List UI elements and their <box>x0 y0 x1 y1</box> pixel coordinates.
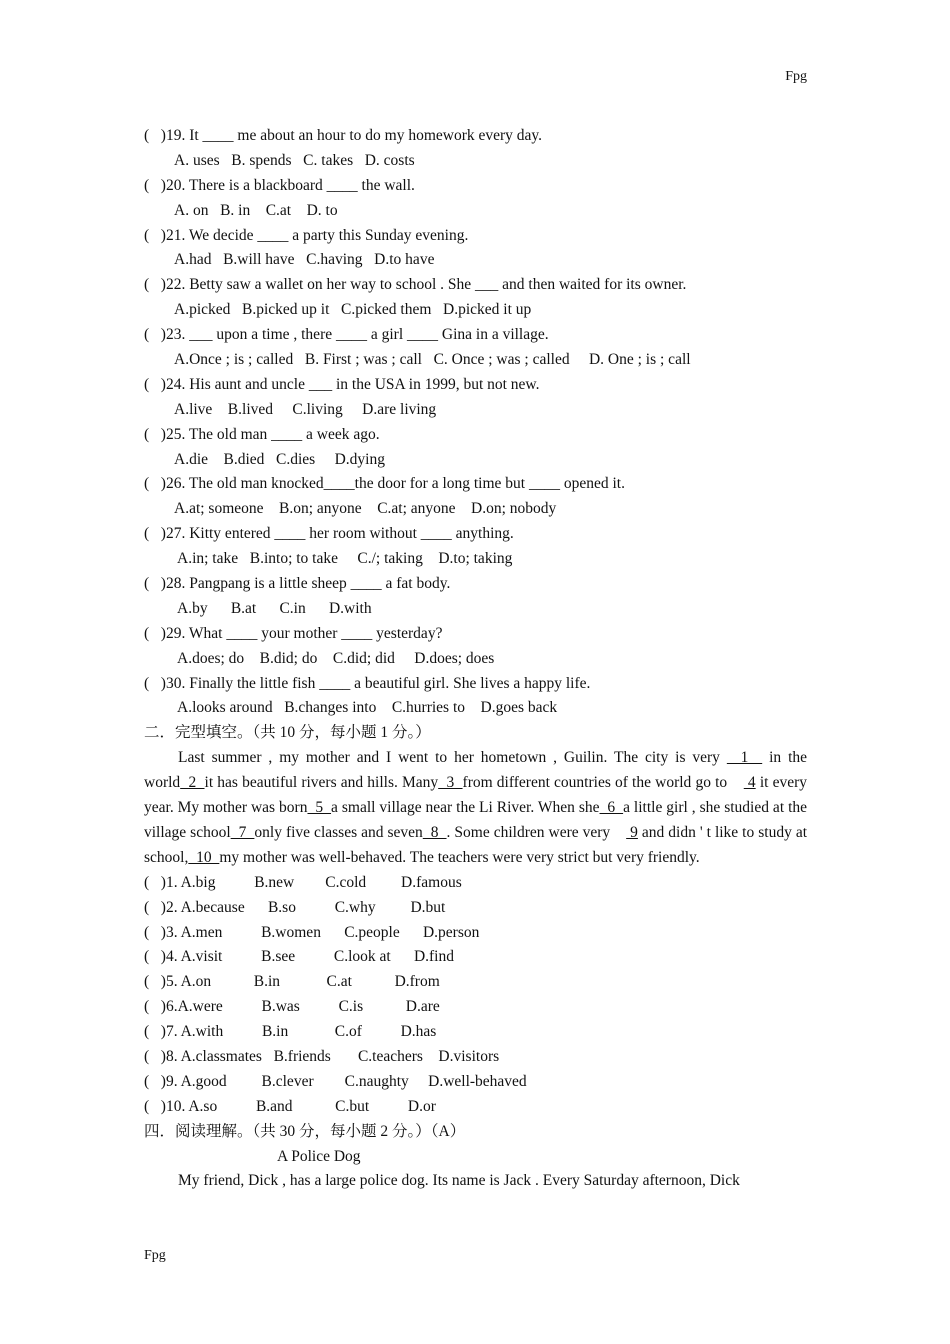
question-line: ( )19. It ____ me about an hour to do my homework every day. <box>144 127 543 144</box>
cloze-option-line: ( )5. A.on B.in C.at D.from <box>144 973 440 991</box>
question-line: A.by B.at C.in D.with <box>177 599 372 617</box>
question-line: ( )27. Kitty entered ____ her room without ____ anything. <box>144 525 514 543</box>
cloze-option-line: ( )1. A.big B.new C.cold D.famous <box>144 873 462 891</box>
cloze-option-line: ( )3. A.men B.women C.people D.person <box>144 923 480 941</box>
question-line: A.picked B.picked up it C.picked them D.picked it up <box>174 301 532 319</box>
question-line: A.looks around B.changes into C.hurries to D.goes back <box>177 699 558 717</box>
question-line: A.Once ; is ; called B. First ; was ; call C. Once ; was ; called D. One ; is ; call <box>174 351 691 369</box>
question-line: ( )28. Pangpang is a little sheep ____ a fat body. <box>144 575 451 593</box>
question-line: ( )30. Finally the little fish ____ a beautiful girl. She lives a happy life. <box>144 674 591 692</box>
section-four-heading: 四．阅读理解。（共 30 分，每小题 2 分。）（A） <box>144 1122 466 1140</box>
cloze-options <box>144 871 807 1120</box>
question-line: ( )24. His aunt and uncle ___ in the USA in 1999, but not new. <box>144 375 540 393</box>
question-line: 二．完型填空。（共 10 分，每小题 1 分。） <box>144 724 431 742</box>
question-line: A.live B.lived C.living D.are living <box>174 400 437 418</box>
question-line: ( )23. ___ upon a time , there ____ a girl ____ Gina in a village. <box>144 326 549 344</box>
cloze-option-line: ( )7. A.with B.in C.of D.has <box>144 1023 437 1041</box>
question-line: ( )22. Betty saw a wallet on her way to school . She ___ and then waited for its owner. <box>144 276 687 294</box>
question-line: A. on B. in C.at D. to <box>174 201 338 219</box>
cloze-passage <box>144 746 807 871</box>
question-line: ( )25. The old man ____ a week ago. <box>144 425 380 443</box>
cloze-option-line: ( )9. A.good B.clever C.naughty D.well-behaved <box>144 1072 527 1090</box>
question-line: ( )26. The old man knocked____the door for a long time but ____ opened it. <box>144 475 625 493</box>
question-line: A.in; take B.into; to take C./; taking D.to; taking <box>177 550 513 568</box>
passage-text: Last summer , my mother and I went to her hometown , Guilin. The city is very 1 in the world 2 it has beautiful rivers and hills. Many 3 from different countries of the world go to 4 it every year. My mother was born 5 a small village near the Li River. When she 6 a little girl , she studied at the village school 7 only five classes and seven 8 . Some children were very 9 and didn ' t like to study at school, 10 my mother was well-behaved. The teachers were very strict but very friendly. <box>144 749 808 866</box>
cloze-option-line: ( )2. A.because B.so C.why D.but <box>144 898 446 916</box>
question-line: A.at; someone B.on; anyone C.at; anyone D.on; nobody <box>174 500 557 518</box>
page-footer: Fpg <box>144 1248 166 1263</box>
exam-content <box>144 124 807 1194</box>
question-line: A. uses B. spends C. takes D. costs <box>174 151 415 169</box>
question-line: A.had B.will have C.having D.to have <box>174 251 435 269</box>
question-line: ( )21. We decide ____ a party this Sunday evening. <box>144 226 469 244</box>
question-line: A.die B.died C.dies D.dying <box>174 450 385 468</box>
multiple-choice-section <box>144 124 807 746</box>
page-header: Fpg <box>785 69 807 84</box>
question-line: ( )29. What ____ your mother ____ yesterday? <box>144 624 443 642</box>
cloze-option-line: ( )4. A.visit B.see C.look at D.find <box>144 948 454 966</box>
reading-passage-start: My friend, Dick , has a large police dog. Its name is Jack . Every Saturday afternoon, Dick <box>178 1172 740 1190</box>
cloze-option-line: ( )8. A.classmates B.friends C.teachers D.visitors <box>144 1048 500 1066</box>
reading-title: A Police Dog <box>277 1147 361 1165</box>
cloze-option-line: ( )6.A.were B.was C.is D.are <box>144 998 440 1016</box>
question-line: ( )20. There is a blackboard ____ the wall. <box>144 176 415 194</box>
cloze-option-line: ( )10. A.so B.and C.but D.or <box>144 1097 436 1115</box>
question-line: A.does; do B.did; do C.did; did D.does; does <box>177 649 495 667</box>
